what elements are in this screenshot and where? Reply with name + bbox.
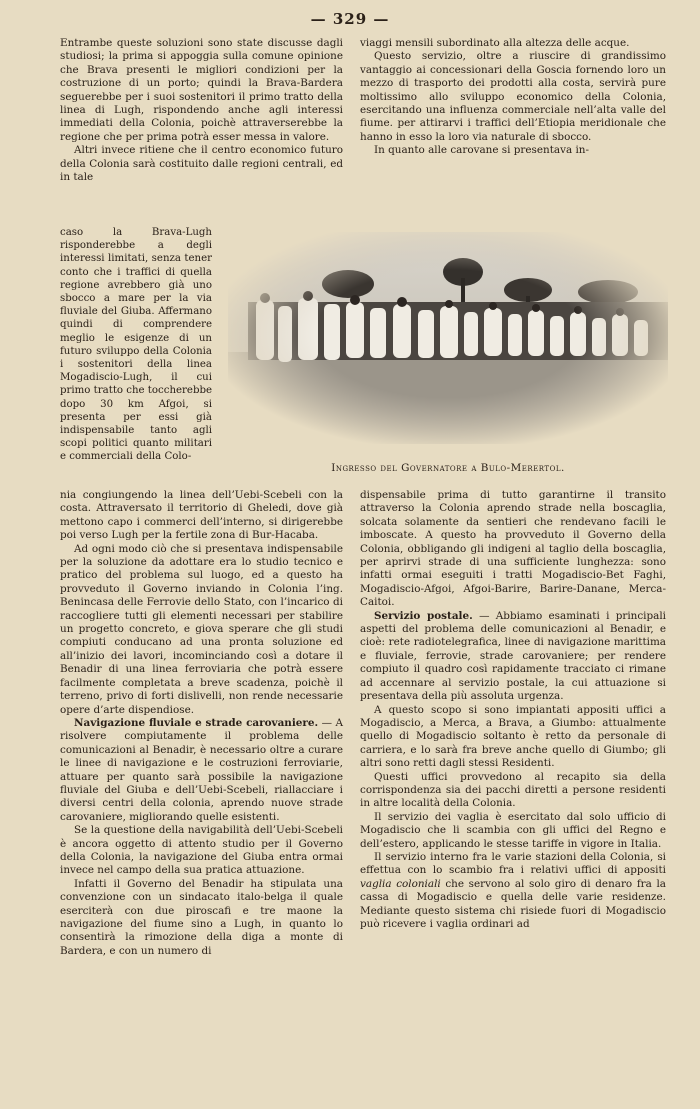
paragraph: In quanto alle carovane si presentava in- xyxy=(374,144,589,157)
paragraph: Altri invece ritiene che il centro economico futuro della Colonia sarà costituito dalle regioni centrali, ed in tale xyxy=(60,144,343,184)
paragraph: Questo servizio, oltre a riuscire di grandissimo vantaggio ai concessionari della Goscia fornendo loro un mezzo di trasporto dei prodotti alla costa, servirà pure moltissimo allo sviluppo economico della Colonia, esercitando una influenza commerciale nell’alta valle del fiume. per attirarvi i traffici dell’Etiopia meridionale che hanno in esso la loro via naturale di sbocco. xyxy=(360,50,666,143)
section-servizio-postale xyxy=(360,610,666,704)
left-column-beside-photo xyxy=(60,226,212,464)
section-heading: Servizio postale. xyxy=(374,609,473,622)
section-text: — A risolvere compiutamente il problema delle comunicazioni al Benadir, è necessario oltre a curare le linee di navigazione e le costruzioni ferroviarie, attuare per quanto sarà possibile la navigazione fluviale del Giuba e dell’Uebi-Scebeli, riallacciare i diversi centri della colonia, aprendo nuove strade carovaniere, migliorando quelle esistenti. xyxy=(60,716,343,823)
paragraph: dispensabile prima di tutto garantirne il transito attraverso la Colonia aprendo strade nella boscaglia, solcata solamente da sentieri che rendevano facili le imboscate. A questo ha provveduto il Governo della Colonia, obbligando gli indigeni al taglio della boscaglia, per aprirvi strade di una sufficiente lunghezza: sono infatti ormai eseguiti i tratti Mogadiscio-Bet Faghi, Mogadiscio-Afgoi, Afgoi-Barire, Barire-Danane, Merca-Caitoi. xyxy=(360,489,666,609)
text-run: Il servizio interno fra le varie stazioni della Colonia, si effettua con lo scambio fra i relativi uffici di appositi xyxy=(360,850,666,877)
paragraph: Entrambe queste soluzioni sono state discusse dagli studiosi; la prima si appoggia sulla comune opinione che Brava presenti le migliori condizioni per la costruzione di un porto; quindi la Brava-Bardera seguerebbe per i suoi sostenitori il primo tratto della linea di Lugh, rispondendo anche agli interessi immediati della Colonia, poichè attraverserebbe la regione che per prima potrà esser messa in valore. xyxy=(60,37,343,143)
photo-caption: Ingresso del Governatore a Bulo-Merertol. xyxy=(331,462,565,474)
paragraph: Ad ogni modo ciò che si presentava indispensabile per la soluzione da adottare era lo studio tecnico e pratico del problema sul luogo, ed a questo ha provveduto il Governo inviando in Colonia l’ing. Benincasa delle Ferrovie dello Stato, con l’incarico di raccogliere tutti gli elementi necessari per stabilire un progetto concreto, e giova sperare che gli studi compiuti conducano ad una pronta soluzione ed all’inizio dei lavori, incominciando così a dotare il Benadir di una linea ferroviaria che potrà essere facilmente completata a breve scadenza, poichè il terreno, privo di forti dislivelli, non rende necessarie opere d’arte dispendiose. xyxy=(60,542,343,716)
photo-governor-entrance xyxy=(228,232,668,444)
paragraph: caso la Brava-Lugh risponderebbe a degli interessi limitati, senza tener conto che i traffici di quella regione avrebbero già uno sbocco a mare per la via fluviale del Giuba. Affermano quindi di comprendere meglio le esigenze di un futuro sviluppo della Colonia i sostenitori della linea Mogadiscio-Lugh, il cui primo tratto che toccherebbe dopo 30 km Afgoi, si presenta per essi già indispensabile tanto agli scopi politici quanto militari e commerciali della Colo- xyxy=(60,227,213,463)
section-heading: Navigazione fluviale e strade carovaniere. xyxy=(74,716,319,729)
page-number: — 329 — xyxy=(310,10,390,28)
italic-term: vaglia coloniali xyxy=(360,877,441,890)
text-run: che servono al solo giro di denaro fra la cassa di Mogadiscio e quella delle varie residenze. Mediante questo sistema chi risiede fuori di Mogadiscio può ricevere i vaglia ordinari ad xyxy=(360,877,666,930)
section-navigazione xyxy=(60,717,343,824)
left-column-bottom xyxy=(60,489,343,958)
paragraph: Se la questione della navigabilità dell’Uebi-Scebeli è ancora oggetto di attento studio per il Governo della Colonia, la navigazione del Giuba entra ormai invece nel campo della sua pratica attuazione. xyxy=(60,824,343,877)
paragraph: viaggi mensili subordinato alla altezza delle acque. xyxy=(360,37,630,49)
paragraph: nia congiungendo la linea dell’Uebi-Scebeli con la costa. Attraversato il territorio di Gheledi, dove già mettono capo i commerci dell’interno, si dirigerebbe poi verso Lugh per la fertile zona di Bur-Hacaba. xyxy=(60,489,343,542)
paragraph: Il servizio dei vaglia è esercitato dal solo ufficio di Mogadiscio che li scambia con gli uffici del Regno e dell’estero, applicando le stesse tariffe in vigore in Italia. xyxy=(360,810,666,850)
section-text: — Abbiamo esaminati i principali aspetti del problema delle comunicazioni al Benadir, e cioè: rete radiotelegrafica, linee di navigazione marittima e fluviale, ferrovie, strade carovaniere; per rendere compiuto il quadro così rapidamente tracciato ci rimane ad accennare al servizio postale, la cui attuazione si presentava della più assoluta urgenza. xyxy=(360,609,666,703)
paragraph: Infatti il Governo del Benadir ha stipulata una convenzione con un sindacato italo-belga il quale eserciterà con due piroscafi e tre maone la navigazione del fiume sino a Lugh, in quanto lo consentirà la rimozione della diga a monte di Bardera, e con un numero di xyxy=(60,877,343,957)
paragraph: A questo scopo si sono impiantati appositi uffici a Mogadiscio, a Merca, a Brava, a Giumbo: attualmente quello di Mogadiscio soltanto è retto da personale di carriera, e lo sarà fra breve anche quello di Giumbo; gli altri sono retti dagli stessi Residenti. xyxy=(360,703,666,770)
paragraph xyxy=(360,851,666,931)
right-column-top xyxy=(360,37,666,158)
right-column-bottom xyxy=(360,489,666,931)
paragraph: Questi uffici provvedono al recapito sia della corrispondenza sia dei pacchi diretti a persone residenti in altre località della Colonia. xyxy=(360,770,666,810)
left-column-top xyxy=(60,37,343,184)
